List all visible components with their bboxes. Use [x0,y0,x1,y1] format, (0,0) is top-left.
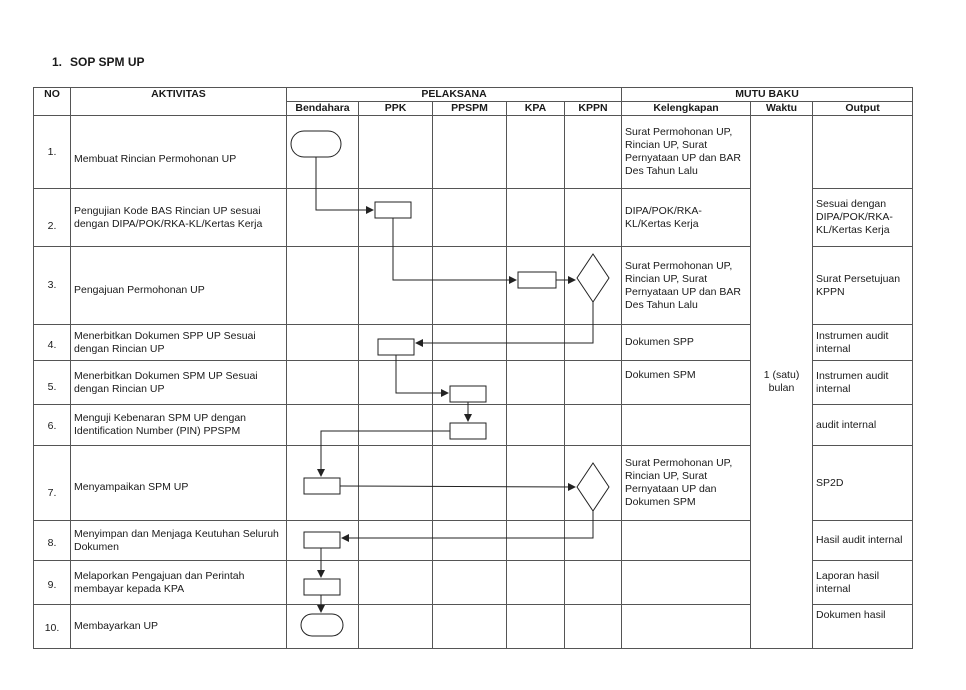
lane-kppn [565,116,622,189]
header-no: NO [34,88,71,116]
lane-ppk [359,247,433,325]
heading-number: 1. [52,55,63,69]
row-activity: Membayarkan UP [71,605,287,649]
row-number: 4. [34,325,71,361]
lane-kpa [507,189,565,247]
row-number: 2. [34,189,71,247]
lane-kpa [507,605,565,649]
waktu-cell: 1 (satu) bulan [751,116,813,649]
row-activity: Menerbitkan Dokumen SPM UP Sesuai dengan Rincian UP [71,361,287,405]
header-kpa: KPA [507,102,565,116]
lane-ppk [359,361,433,405]
lane-ppk [359,189,433,247]
row-activity: Menguji Kebenaran SPM UP dengan Identification Number (PIN) PPSPM [71,405,287,446]
lane-kppn [565,189,622,247]
header-row-1 [34,88,913,102]
lane-bendahara [287,247,359,325]
row-activity: Pengajuan Permohonan UP [71,247,287,325]
row-output: SP2D [813,446,913,521]
lane-ppspm [433,116,507,189]
lane-ppk [359,325,433,361]
lane-bendahara [287,521,359,561]
row-number: 5. [34,361,71,405]
row-output: Dokumen hasil [813,605,913,649]
lane-kppn [565,521,622,561]
row-kelengkapan [622,561,751,605]
lane-kpa [507,561,565,605]
row-output: Laporan hasil internal [813,561,913,605]
sop-table [33,87,913,649]
header-mutu-baku: MUTU BAKU [622,88,913,102]
lane-ppk [359,605,433,649]
lane-kpa [507,521,565,561]
lane-kppn [565,361,622,405]
row-kelengkapan: Dokumen SPM [622,361,751,405]
row-activity: Menyimpan dan Menjaga Keutuhan Seluruh Dokumen [71,521,287,561]
lane-ppspm [433,605,507,649]
row-number: 3. [34,247,71,325]
lane-kppn [565,446,622,521]
row-kelengkapan: Dokumen SPP [622,325,751,361]
lane-kpa [507,116,565,189]
row-kelengkapan: Surat Permohonan UP, Rincian UP, Surat Pernyataan UP dan BAR Des Tahun Lalu [622,247,751,325]
lane-bendahara [287,605,359,649]
heading-title: SOP SPM UP [70,55,145,69]
row-kelengkapan [622,405,751,446]
lane-bendahara [287,361,359,405]
lane-kpa [507,325,565,361]
lane-ppspm [433,405,507,446]
row-activity: Menerbitkan Dokumen SPP UP Sesuai dengan Rincian UP [71,325,287,361]
row-kelengkapan: Surat Permohonan UP, Rincian UP, Surat Pernyataan UP dan Dokumen SPM [622,446,751,521]
lane-bendahara [287,116,359,189]
lane-kppn [565,561,622,605]
row-number: 9. [34,561,71,605]
row-activity: Pengujian Kode BAS Rincian UP sesuai dengan DIPA/POK/RKA-KL/Kertas Kerja [71,189,287,247]
row-output: audit internal [813,405,913,446]
lane-kppn [565,605,622,649]
lane-ppspm [433,189,507,247]
lane-ppspm [433,446,507,521]
header-ppk: PPK [359,102,433,116]
lane-kpa [507,361,565,405]
header-bendahara: Bendahara [287,102,359,116]
row-output [813,116,913,189]
row-number: 10. [34,605,71,649]
table-row [34,116,913,189]
lane-bendahara [287,189,359,247]
row-kelengkapan: Surat Permohonan UP, Rincian UP, Surat Pernyataan UP dan BAR Des Tahun Lalu [622,116,751,189]
lane-ppspm [433,325,507,361]
row-kelengkapan: DIPA/POK/RKA-KL/Kertas Kerja [622,189,751,247]
row-kelengkapan [622,521,751,561]
row-output: Sesuai dengan DIPA/POK/RKA-KL/Kertas Kerja [813,189,913,247]
lane-bendahara [287,325,359,361]
row-output: Surat Persetujuan KPPN [813,247,913,325]
row-number: 6. [34,405,71,446]
row-number: 8. [34,521,71,561]
document-heading [52,55,144,69]
header-kppn: KPPN [565,102,622,116]
lane-kppn [565,247,622,325]
row-output: Hasil audit internal [813,521,913,561]
lane-ppk [359,116,433,189]
lane-ppspm [433,247,507,325]
lane-bendahara [287,561,359,605]
lane-kpa [507,446,565,521]
row-output: Instrumen audit internal [813,325,913,361]
lane-kppn [565,325,622,361]
header-ppspm: PPSPM [433,102,507,116]
header-kelengkapan: Kelengkapan [622,102,751,116]
lane-bendahara [287,446,359,521]
lane-bendahara [287,405,359,446]
row-activity: Membuat Rincian Permohonan UP [71,116,287,189]
row-number: 7. [34,446,71,521]
lane-ppspm [433,561,507,605]
lane-ppspm [433,361,507,405]
lane-kppn [565,405,622,446]
row-activity: Melaporkan Pengajuan dan Perintah membayar kepada KPA [71,561,287,605]
lane-ppspm [433,521,507,561]
row-output: Instrumen audit internal [813,361,913,405]
row-kelengkapan [622,605,751,649]
header-waktu: Waktu [751,102,813,116]
header-aktivitas: AKTIVITAS [71,88,287,116]
lane-kpa [507,405,565,446]
row-activity: Menyampaikan SPM UP [71,446,287,521]
lane-ppk [359,405,433,446]
lane-ppk [359,446,433,521]
lane-ppk [359,561,433,605]
lane-kpa [507,247,565,325]
header-pelaksana: PELAKSANA [287,88,622,102]
row-number: 1. [34,116,71,189]
header-output: Output [813,102,913,116]
lane-ppk [359,521,433,561]
